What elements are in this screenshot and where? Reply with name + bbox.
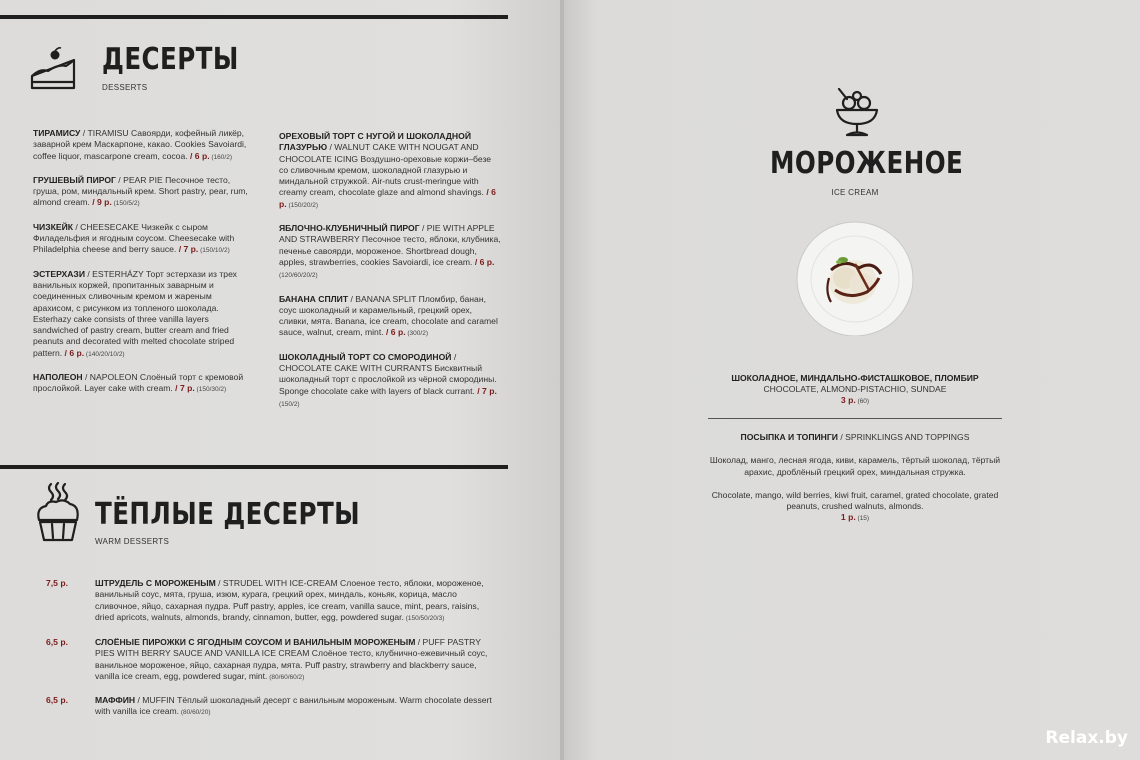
item-price: / 7 р. xyxy=(176,244,199,255)
warm-item xyxy=(95,637,495,683)
icecream-item-name-en: CHOCOLATE, ALMOND-PISTACHIO, SUNDAE xyxy=(763,384,947,394)
item-name: БАНАНА СПЛИТ xyxy=(279,293,349,304)
warm-item xyxy=(95,695,495,719)
menu-item xyxy=(279,131,501,211)
item-price: / 6 р. xyxy=(187,150,210,161)
warm-item-description: / STRUDEL WITH ICE-CREAM Слоеное тесто, яблоки, мороженое, ванильный соус, мята, груша, изюм, курага, грецкий орех, миндаль, коньяк, корица, масло сливочное, яйцо, сахарная пудра. Puff pastry, apples, ice cream, vanilla sauce, mint, pears, raisins, dried apricots, walnuts, almonds, brandy, cinnamon, butter, egg, powdered sugar. xyxy=(95,578,484,622)
item-name: ЧИЗКЕЙК xyxy=(33,221,73,232)
item-price: / 6 р. xyxy=(62,347,85,358)
warm-item-price: 6,5 р. xyxy=(46,695,68,705)
toppings-desc-ru: Шоколад, манго, лесная ягода, киви, карамель, тёртый шоколад, тёртый арахис, дроблёный грецкий орех, миндальная стружка. xyxy=(709,455,1001,477)
item-name: ТИРАМИСУ xyxy=(33,128,81,138)
item-weight: (150/5/2) xyxy=(111,200,140,208)
icecream-item-price: 3 р. xyxy=(840,395,856,405)
menu-item xyxy=(33,222,255,257)
warm-item xyxy=(95,578,495,624)
menu-item xyxy=(33,269,255,360)
item-price: / 7 р. xyxy=(474,385,497,396)
item-name: НАПОЛЕОН xyxy=(33,372,83,383)
item-description: / CHOCOLATE CAKE WITH CURRANTS Бисквитный шоколадный торт с прослойкой из чёрной смородины. Sponge chocolate cake with layers of black currant. xyxy=(279,351,497,396)
item-description: / ESTERHÁZY Торт эстерхази из трех ванильных коржей, пропитанных заварным и соединенных сливочным кремом и жареным арахисом, с рисунком из топленого шоколада. Esterhazy cake consists of three vanilla layers sandwiched of pastry cream, butter cream and fried peanuts and decorated with melted chocolate striped pattern. xyxy=(33,268,237,358)
item-description: / PEAR PIE Песочное тесто, груша, ром, миндальный крем. Short pastry, pear, rum, almond cream. xyxy=(33,174,248,208)
item-price: / 6 р. xyxy=(383,327,406,338)
warm-item-weight: (80/60/20) xyxy=(179,709,211,717)
warm-item-price: 7,5 р. xyxy=(46,578,68,588)
item-price: / 6 р. xyxy=(472,256,495,267)
menu-item xyxy=(33,372,255,396)
desserts-title: ДЕСЕРТЫ xyxy=(102,42,239,77)
item-weight: (150/2) xyxy=(279,400,300,408)
icecream-rule xyxy=(708,418,1002,419)
item-price: / 7 р. xyxy=(172,383,195,394)
warm-item-description: / MUFFIN Тёплый шоколадный десерт с ванильным мороженым. Warm chocolate dessert with vanilla ice cream. xyxy=(95,695,492,717)
menu-item xyxy=(33,175,255,210)
watermark-logo: Relax.by xyxy=(1045,728,1128,748)
ice-cream-cup-icon xyxy=(833,88,881,138)
toppings-name: ПОСЫПКА И ТОПИНГИ xyxy=(740,432,838,442)
cake-slice-icon xyxy=(28,46,78,92)
item-description: / WALNUT CAKE WITH NOUGAT AND CHOCOLATE ICING Воздушно-ореховые коржи–безе со сливочным кремом, шоколадной глазурью и миндальной стружкой. Air-nuts crust-meringue with creamy cream, chocolate glaze and almond shavings. xyxy=(279,142,492,198)
middle-rule xyxy=(0,465,508,469)
item-description: / PIE WITH APPLE AND STRAWBERRY Песочное тесто, яблоки, клубника, печенье савоярди, мороженое. Shortbread dough, apples, strawberries, cookies Savoiardi, ice cream. xyxy=(279,223,501,267)
toppings-block xyxy=(705,432,1005,525)
warm-item-weight: (150/50/20/3) xyxy=(403,614,445,622)
item-description: / BANANA SPLIT Пломбир, банан, соус шоколадный и карамельный, грецкий орех, сливки, мята. Banana, ice cream, chocolate and caramel sauce, walnut, cream, mint. xyxy=(279,293,498,338)
top-rule xyxy=(0,15,508,19)
warm-item-price: 6,5 р. xyxy=(46,637,68,647)
toppings-weight: (15) xyxy=(855,515,870,523)
item-price: / 6 р. xyxy=(279,187,496,209)
warm-muffin-icon xyxy=(34,482,82,544)
desserts-column-right xyxy=(279,131,501,422)
item-weight: (120/60/20/2) xyxy=(279,272,318,280)
menu-item xyxy=(279,294,501,340)
icecream-item xyxy=(705,373,1005,407)
toppings-price: 1 р. xyxy=(840,512,856,523)
item-weight: (140/20/10/2) xyxy=(84,350,125,358)
item-description: / TIRAMISU Савоярди, кофейный ликёр, заварной крем Маскарпоне, какао. Cookies Savoiardi, coffee liquor, mascarpone cream, cocoa. xyxy=(33,128,247,161)
icecream-subtitle: ICE CREAM xyxy=(831,188,879,197)
item-name: ОРЕХОВЫЙ ТОРТ С НУГОЙ И ШОКОЛАДНОЙ ГЛАЗУРЬЮ xyxy=(279,131,471,153)
desserts-column-left xyxy=(33,128,255,408)
toppings-name-en: / SPRINKLINGS AND TOPPINGS xyxy=(837,432,970,442)
item-name: ЯБЛОЧНО-КЛУБНИЧНЫЙ ПИРОГ xyxy=(279,223,420,234)
item-description: / NAPOLEON Слоёный торт с кремовой прослойкой. Layer cake with cream. xyxy=(33,372,244,394)
warm-item-weight: (80/60/60/2) xyxy=(267,673,305,681)
menu-item xyxy=(279,352,501,410)
book-gutter xyxy=(560,0,564,760)
item-weight: (150/20/2) xyxy=(286,201,319,209)
warm-item-description: / PUFF PASTRY PIES WITH BERRY SAUCE AND VANILLA ICE CREAM Слоёное тесто, клубнично-ежевичный соус, ванильное мороженое, яйцо, сахарная пудра, мята. Puff pastry, strawberry and blackberry sauce, vanilla ice cream, egg, powdered sugar, mint. xyxy=(95,637,488,681)
item-description: / CHEESECAKE Чизкейк с сыром Филадельфия и ягодным соусом. Cheesecake with Philadelphia cheese and berry sauce. xyxy=(33,221,235,255)
menu-item xyxy=(279,223,501,281)
icecream-item-name-ru: ШОКОЛАДНОЕ, МИНДАЛЬНО-ФИСТАШКОВОЕ, ПЛОМБИР xyxy=(731,373,979,383)
icecream-item-weight: (60) xyxy=(855,398,870,405)
item-weight: (150/10/2) xyxy=(198,247,230,255)
item-price: / 9 р. xyxy=(89,197,112,208)
desserts-subtitle: DESSERTS xyxy=(102,83,148,92)
menu-item xyxy=(33,128,255,163)
toppings-desc-en: Chocolate, mango, wild berries, kiwi fruit, caramel, grated chocolate, grated peanuts, crushed walnuts, almonds. xyxy=(711,489,999,512)
warm-item-name: СЛОЁНЫЕ ПИРОЖКИ С ЯГОДНЫМ СОУСОМ И ВАНИЛЬНЫМ МОРОЖЕНЫМ xyxy=(95,637,416,647)
warm-item-name: МАФФИН xyxy=(95,695,136,705)
item-weight: (300/2) xyxy=(405,330,428,338)
item-name: ГРУШЕВЫЙ ПИРОГ xyxy=(33,174,116,185)
warm-desserts-subtitle: WARM DESSERTS xyxy=(95,537,170,546)
warm-item-name: ШТРУДЕЛЬ С МОРОЖЕНЫМ xyxy=(95,578,216,588)
item-weight: (150/30/2) xyxy=(194,386,227,394)
icecream-title: МОРОЖЕНОЕ xyxy=(770,146,964,181)
item-name: ШОКОЛАДНЫЙ ТОРТ СО СМОРОДИНОЙ xyxy=(279,351,452,362)
item-name: ЭСТЕРХАЗИ xyxy=(33,268,85,279)
ice-cream-plate-photo xyxy=(795,220,915,336)
warm-desserts-title: ТЁПЛЫЕ ДЕСЕРТЫ xyxy=(95,497,361,532)
item-weight: (160/2) xyxy=(209,153,232,161)
